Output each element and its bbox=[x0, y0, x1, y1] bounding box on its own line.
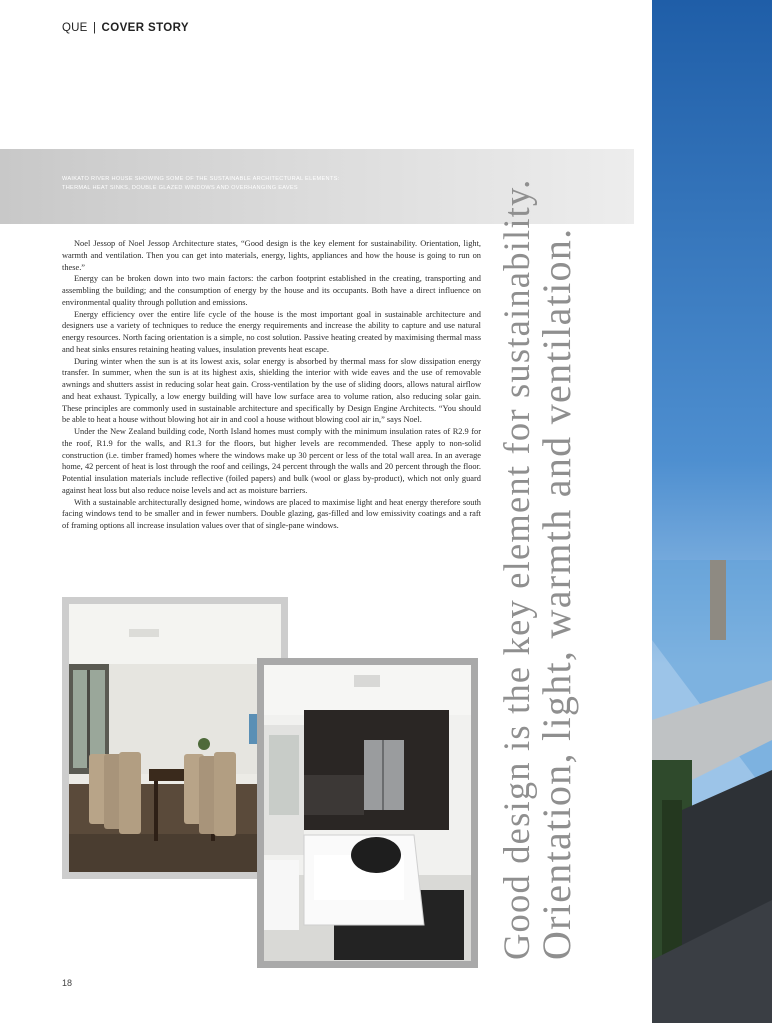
page-number: 18 bbox=[62, 978, 73, 988]
pull-quote bbox=[498, 179, 578, 960]
paragraph: Noel Jessop of Noel Jessop Architecture states, “Good design is the key element for sustainability. Orientation, light, warmth and ventilation. Then you can get into materials, energy, lights, appliances and how the house is going to run on these.” bbox=[62, 239, 481, 272]
dining-room-photo bbox=[69, 604, 281, 872]
magazine-brand: QUE bbox=[62, 22, 88, 34]
dining-room-photo-frame bbox=[62, 597, 288, 879]
house-exterior-photo bbox=[652, 0, 772, 1023]
section-header bbox=[62, 22, 189, 34]
header-separator: | bbox=[92, 22, 97, 34]
living-room-photo bbox=[264, 665, 471, 961]
paragraph: Under the New Zealand building code, North Island homes must comply with the minimum insulation rates of R2.9 for the roof, R1.9 for the walls, and R1.3 for the floors, but higher levels are recommended. These apply to non-solid construction (i.e. timber framed) homes where the windows make up 30 percent or less of the total wall area. In an average home, 42 percent of heat is lost through the roof and ceilings, 24 percent through the walls and 20 percent through the floor. Potential insulation materials include reflective (foiled papers) and bulk (wool or glass by-product), which not only guard against heat loss but also reduce noise levels and act as moisture barriers. bbox=[62, 427, 481, 495]
photo-caption: WAIKATO RIVER HOUSE SHOWING SOME OF THE SUSTAINABLE ARCHITECTURAL ELEMENTS: THERMAL HEAT SINKS, DOUBLE GLAZED WINDOWS AND OVERHANGING EAVES bbox=[62, 176, 340, 191]
article-body bbox=[62, 238, 481, 532]
dining-room-illustration bbox=[69, 604, 281, 872]
house-exterior-illustration bbox=[652, 0, 772, 1023]
paragraph: Energy efficiency over the entire life cycle of the house is the most important goal in sustainable architecture and designers use a variety of techniques to reduce the energy requirements and increase the ability to capture and use natural energy resources. North facing orientation is a simple, no cost solution. Passive heating created by maximising thermal mass and heat sinks ensures retaining heating values, insulation prevents heat escape. bbox=[62, 309, 481, 354]
pull-quote-line-1: Good design is the key element for sustainability. bbox=[496, 178, 537, 960]
paragraph: During winter when the sun is at its lowest axis, solar energy is absorbed by thermal mass for slow dissipation energy transfer. In summer, when the sun is at its highest axis, shielding the interior with wide eaves and the use of removable awnings and shutters assist in reducing solar heat gain. Cross-ventilation by the use of sliding doors, allows natural airflow and heat exhaust. Typically, a low energy building will have low surface area to volume ration, also reducing solar gain. These principles are commonly used in sustainable architecture and specifically by Design Engine Architects. “You should be able to heat a house without blowing hot air in and cool a house without blowing cool air in,” says Noel. bbox=[62, 356, 481, 425]
paragraph: Energy can be broken down into two main factors: the carbon footprint established in the creating, transporting and assembling the building; and the consumption of energy by the house and its occupants. Both have a direct influence on environmental quality through pollution and emissions. bbox=[62, 274, 481, 307]
living-room-illustration bbox=[264, 665, 471, 961]
paragraph: With a sustainable architecturally designed home, windows are placed to maximise light and heat energy therefore south facing windows tend to be smaller and in fewer numbers. Double glazing, gas-filled and low emissivity coatings and a raft of framing options all increase insulation values over that of single-pane windows. bbox=[62, 497, 481, 530]
section-title: COVER STORY bbox=[101, 22, 190, 34]
pull-quote-line-2: Orientation, light, warmth and ventilation. bbox=[534, 227, 579, 960]
living-room-photo-frame bbox=[257, 658, 478, 968]
